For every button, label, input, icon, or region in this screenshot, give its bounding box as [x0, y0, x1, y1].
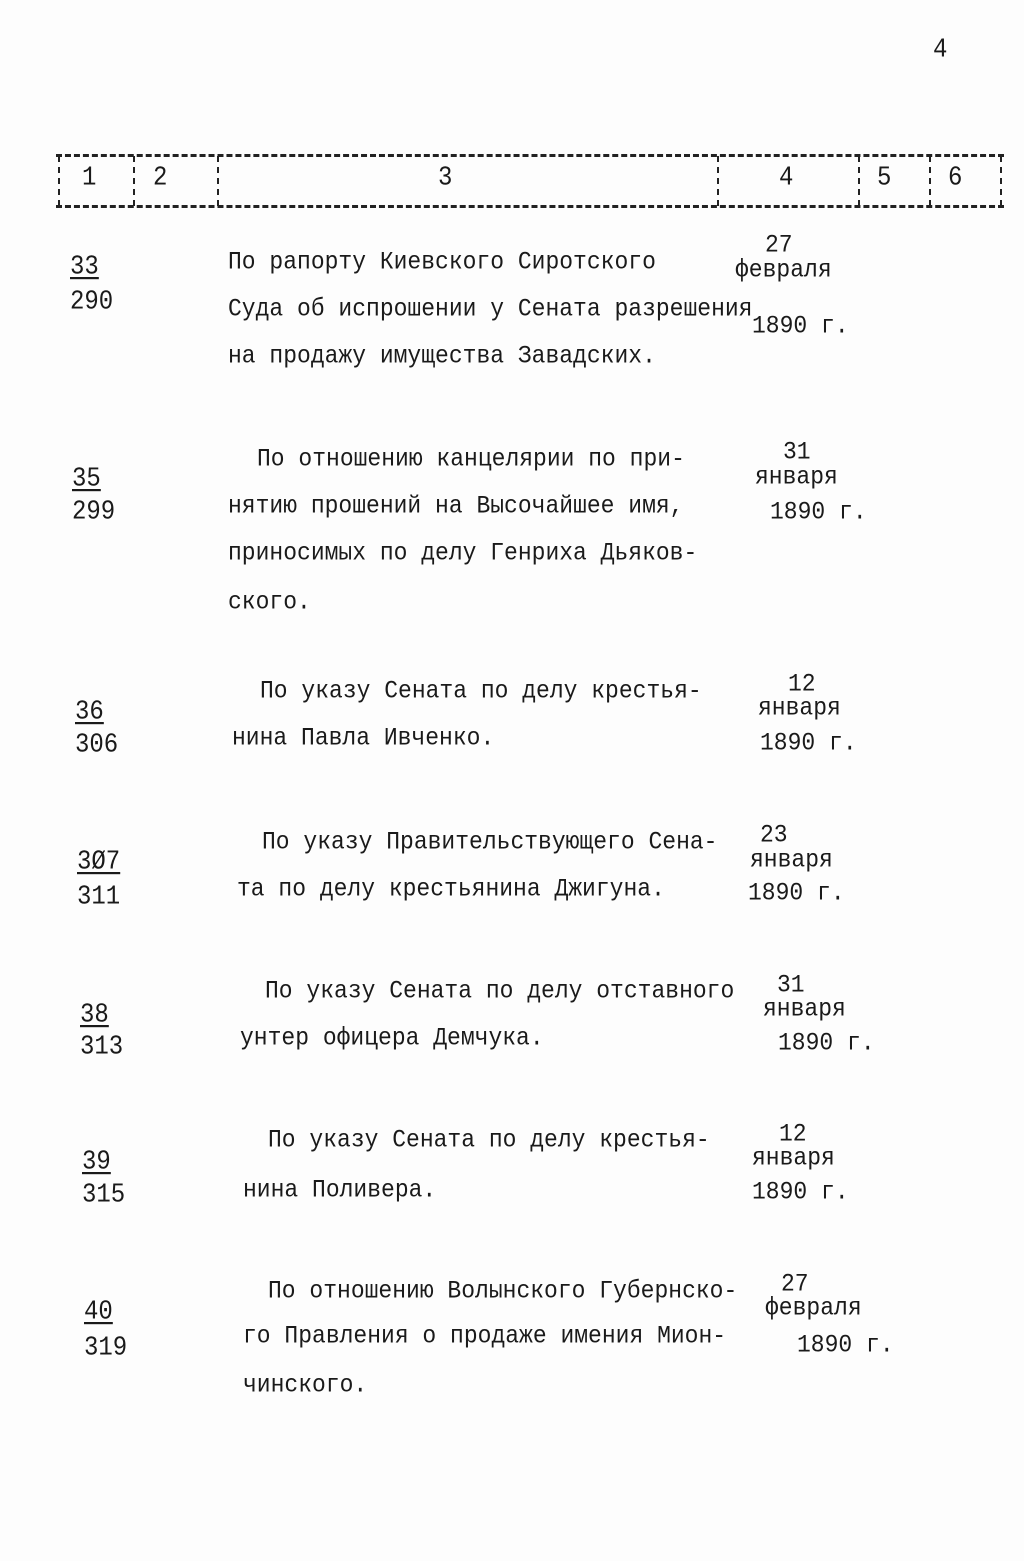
entry-description-line: По рапорту Киевского Сиротского	[228, 247, 656, 277]
entry-description-line: Суда об испрошении у Сената разрешения	[228, 294, 753, 324]
date-day: 31	[783, 437, 811, 467]
sheet-number: 311	[77, 882, 121, 913]
entry-number: 35	[72, 464, 101, 495]
column-divider	[858, 156, 860, 206]
date-year: 1890 г.	[770, 497, 867, 527]
column-header-6: 6	[948, 163, 963, 194]
date-year: 1890 г.	[748, 878, 845, 908]
entry-description-line: нятию прошений на Высочайшее имя,	[228, 491, 684, 521]
entry-description-line: По отношению Волынского Губернско-	[268, 1276, 738, 1306]
column-divider	[717, 156, 719, 206]
column-divider	[1000, 156, 1002, 206]
entry-description-line: ского.	[228, 587, 311, 617]
date-month: февраля	[765, 1293, 862, 1323]
column-divider	[217, 156, 219, 206]
date-day: 31	[777, 970, 805, 1000]
entry-description-line: нина Поливера.	[243, 1175, 437, 1205]
entry-description-line: По указу Сената по делу крестья-	[260, 676, 702, 706]
page-number: 4	[933, 35, 948, 66]
entry-description-line: По отношению канцелярии по при-	[257, 444, 685, 474]
date-day: 12	[779, 1119, 807, 1149]
header-top-rule	[56, 154, 1004, 157]
date-year: 1890 г.	[760, 728, 857, 758]
column-header-4: 4	[779, 163, 794, 194]
date-day: 27	[765, 230, 793, 260]
date-day: 12	[788, 669, 816, 699]
entry-description-line: По указу Правительствующего Сена-	[262, 827, 718, 857]
date-month: февраля	[735, 255, 832, 285]
entry-number: 3Ø7	[77, 847, 121, 878]
entry-description-line: унтер офицера Демчука.	[240, 1023, 544, 1053]
entry-description-line: нина Павла Ивченко.	[232, 723, 495, 753]
entry-description-line: та по делу крестьянина Джигуна.	[237, 874, 665, 904]
sheet-number: 319	[84, 1333, 128, 1364]
column-header-5: 5	[877, 163, 892, 194]
entry-number: 38	[80, 1000, 109, 1031]
date-month: января	[752, 1143, 835, 1173]
date-year: 1890 г.	[752, 311, 849, 341]
entry-description-line: го Правления о продаже имения Мион-	[243, 1321, 727, 1351]
entry-description-line: на продажу имущества Завадских.	[228, 341, 656, 371]
header-bottom-rule	[56, 205, 1004, 208]
entry-number: 33	[70, 252, 99, 283]
sheet-number: 290	[70, 287, 114, 318]
date-month: января	[755, 462, 838, 492]
sheet-number: 306	[75, 730, 119, 761]
date-month: января	[763, 994, 846, 1024]
date-month: января	[750, 845, 833, 875]
date-day: 27	[781, 1269, 809, 1299]
entry-description-line: чинского.	[243, 1370, 368, 1400]
entry-description-line: приносимых по делу Генриха Дьяков-	[228, 538, 698, 568]
date-month: января	[758, 693, 841, 723]
date-year: 1890 г.	[752, 1177, 849, 1207]
column-header-3: 3	[438, 163, 453, 194]
column-divider	[58, 156, 60, 206]
column-header-2: 2	[153, 163, 168, 194]
date-year: 1890 г.	[797, 1330, 894, 1360]
column-header-1: 1	[82, 163, 97, 194]
date-day: 23	[760, 820, 788, 850]
entry-number: 39	[82, 1147, 111, 1178]
sheet-number: 299	[72, 497, 116, 528]
entry-number: 36	[75, 697, 104, 728]
date-year: 1890 г.	[778, 1028, 875, 1058]
column-divider	[929, 156, 931, 206]
entry-description-line: По указу Сената по делу крестья-	[268, 1125, 710, 1155]
entry-description-line: По указу Сената по делу отставного	[265, 976, 735, 1006]
entry-number: 40	[84, 1297, 113, 1328]
sheet-number: 313	[80, 1032, 124, 1063]
sheet-number: 315	[82, 1180, 126, 1211]
column-divider	[133, 156, 135, 206]
